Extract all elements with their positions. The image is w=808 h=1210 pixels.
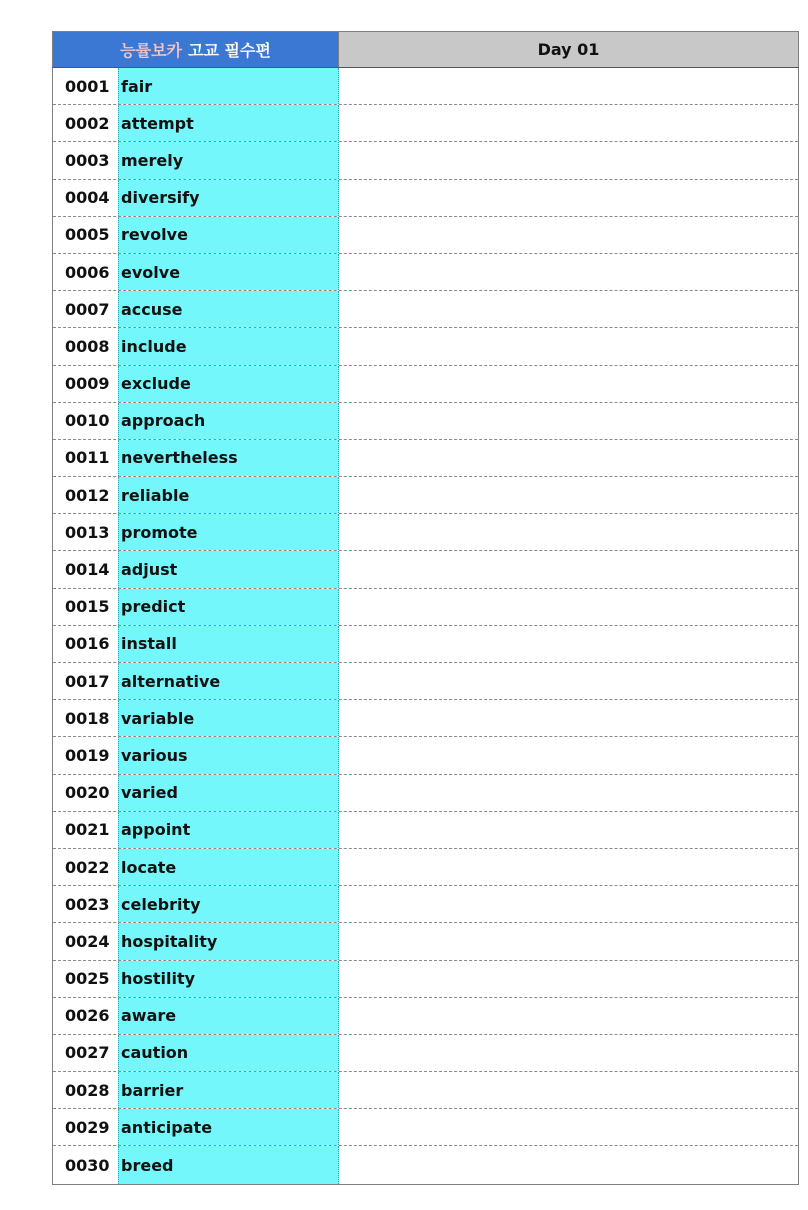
brand-name: 능률보카 [120, 41, 182, 60]
word-cell: diversify [118, 180, 339, 216]
word-number: 0014 [65, 560, 110, 580]
table-row [53, 68, 798, 105]
word-cell: varied [118, 775, 339, 811]
word-cell: alternative [118, 663, 339, 699]
word-number: 0003 [65, 150, 110, 170]
table-row [53, 700, 798, 737]
word-cell: locate [118, 849, 339, 885]
meaning-cell [339, 142, 798, 178]
meaning-cell [339, 254, 798, 290]
table-row [53, 291, 798, 328]
word-number: 0028 [65, 1080, 110, 1100]
word-cell: accuse [118, 291, 339, 327]
meaning-cell [339, 551, 798, 587]
word-number: 0010 [65, 411, 110, 431]
word-number: 0024 [65, 931, 110, 951]
table-row [53, 998, 798, 1035]
table-row [53, 589, 798, 626]
meaning-cell [339, 477, 798, 513]
word-number: 0009 [65, 374, 110, 394]
word-cell: attempt [118, 105, 339, 141]
word-number: 0023 [65, 894, 110, 914]
meaning-cell [339, 514, 798, 550]
table-row [53, 737, 798, 774]
table-row [53, 254, 798, 291]
table-row [53, 849, 798, 886]
table-row [53, 626, 798, 663]
word-number: 0026 [65, 1006, 110, 1026]
meaning-cell [339, 1035, 798, 1071]
sheet-header [52, 31, 799, 68]
word-cell: install [118, 626, 339, 662]
word-cell: predict [118, 589, 339, 625]
word-number: 0018 [65, 708, 110, 728]
book-subtitle: 고교 필수편 [187, 41, 271, 60]
meaning-cell [339, 217, 798, 253]
meaning-cell [339, 775, 798, 811]
meaning-cell [339, 812, 798, 848]
meaning-cell [339, 68, 798, 104]
word-cell: aware [118, 998, 339, 1034]
word-number: 0001 [65, 76, 110, 96]
word-number: 0025 [65, 969, 110, 989]
word-cell: merely [118, 142, 339, 178]
day-label: Day 01 [537, 40, 600, 59]
word-number: 0004 [65, 188, 110, 208]
word-number: 0027 [65, 1043, 110, 1063]
word-number: 0012 [65, 485, 110, 505]
meaning-cell [339, 849, 798, 885]
word-cell: hospitality [118, 923, 339, 959]
word-number: 0011 [65, 448, 110, 468]
word-list [52, 68, 799, 1185]
meaning-cell [339, 328, 798, 364]
word-cell: include [118, 328, 339, 364]
meaning-cell [339, 1146, 798, 1183]
word-cell: exclude [118, 366, 339, 402]
word-cell: celebrity [118, 886, 339, 922]
word-number: 0007 [65, 299, 110, 319]
word-number: 0017 [65, 671, 110, 691]
table-row [53, 886, 798, 923]
meaning-cell [339, 403, 798, 439]
meaning-cell [339, 663, 798, 699]
meaning-cell [339, 700, 798, 736]
table-row [53, 105, 798, 142]
table-row [53, 514, 798, 551]
book-title-cell [53, 32, 339, 67]
word-cell: evolve [118, 254, 339, 290]
word-cell: appoint [118, 812, 339, 848]
word-cell: barrier [118, 1072, 339, 1108]
table-row [53, 477, 798, 514]
table-row [53, 217, 798, 254]
word-number: 0005 [65, 225, 110, 245]
word-number: 0015 [65, 597, 110, 617]
word-cell: fair [118, 68, 339, 104]
table-row [53, 366, 798, 403]
meaning-cell [339, 886, 798, 922]
word-cell: revolve [118, 217, 339, 253]
table-row [53, 923, 798, 960]
word-number: 0022 [65, 857, 110, 877]
meaning-cell [339, 923, 798, 959]
word-number: 0016 [65, 634, 110, 654]
meaning-cell [339, 180, 798, 216]
word-cell: approach [118, 403, 339, 439]
table-row [53, 1146, 798, 1183]
table-row [53, 142, 798, 179]
word-number: 0019 [65, 745, 110, 765]
word-number: 0006 [65, 262, 110, 282]
word-number: 0021 [65, 820, 110, 840]
word-cell: various [118, 737, 339, 773]
table-row [53, 1109, 798, 1146]
meaning-cell [339, 105, 798, 141]
meaning-cell [339, 291, 798, 327]
word-cell: anticipate [118, 1109, 339, 1145]
meaning-cell [339, 366, 798, 402]
meaning-cell [339, 1109, 798, 1145]
table-row [53, 1072, 798, 1109]
word-number: 0013 [65, 522, 110, 542]
word-cell: reliable [118, 477, 339, 513]
table-row [53, 1035, 798, 1072]
word-number: 0020 [65, 783, 110, 803]
table-row [53, 961, 798, 998]
word-cell: nevertheless [118, 440, 339, 476]
table-row [53, 403, 798, 440]
table-row [53, 663, 798, 700]
table-row [53, 328, 798, 365]
word-cell: caution [118, 1035, 339, 1071]
meaning-cell [339, 998, 798, 1034]
word-cell: hostility [118, 961, 339, 997]
word-cell: variable [118, 700, 339, 736]
table-row [53, 180, 798, 217]
word-number: 0030 [65, 1155, 110, 1175]
vocab-sheet [52, 31, 799, 1185]
word-cell: promote [118, 514, 339, 550]
word-number: 0029 [65, 1117, 110, 1137]
table-row [53, 775, 798, 812]
word-number: 0008 [65, 336, 110, 356]
word-cell: adjust [118, 551, 339, 587]
meaning-cell [339, 961, 798, 997]
table-row [53, 812, 798, 849]
meaning-cell [339, 626, 798, 662]
table-row [53, 551, 798, 588]
meaning-cell [339, 737, 798, 773]
meaning-cell [339, 440, 798, 476]
word-cell: breed [118, 1146, 339, 1183]
meaning-cell [339, 1072, 798, 1108]
word-number: 0002 [65, 113, 110, 133]
meaning-cell [339, 589, 798, 625]
day-title-cell [339, 32, 798, 67]
table-row [53, 440, 798, 477]
